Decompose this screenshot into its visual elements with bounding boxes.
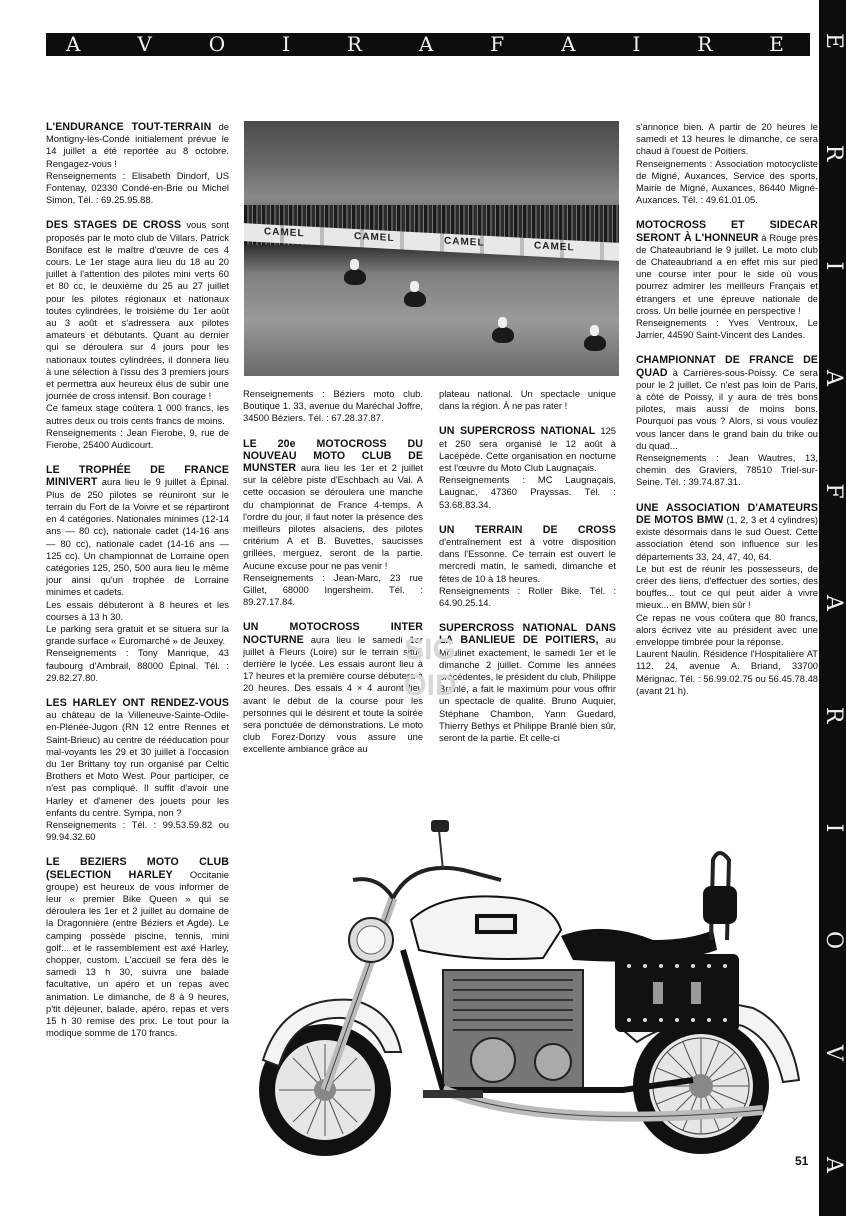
article-info: Renseignements : Roller Bike. Tél. : 64.90.25.14.: [439, 584, 616, 609]
article-info: Renseignements : Béziers moto club. Boutique 1. 33, avenue du Maréchal Joffre, 34500 Béziers. Tél. : 67.28.37.87.: [243, 388, 423, 424]
side-letter: R: [820, 707, 846, 724]
rider: [492, 327, 514, 343]
article-motocross-munster: [243, 438, 423, 609]
banner-letter: R: [697, 33, 713, 56]
article-heading: UN TERRAIN DE CROSS: [439, 523, 616, 536]
article-association-bmw: [636, 502, 818, 697]
article-heading: LE BEZIERS MOTO CLUB (SELECTION HARLEY: [46, 856, 229, 881]
side-strip: [819, 0, 846, 1216]
article-heading: LE 20e MOTOCROSS DU NOUVEAU MOTO CLUB DE MUNSTER: [243, 437, 423, 475]
article-info: Renseignements : Jean Wautres, 13, chemin des Graviers, 78510 Triel-sur-Seine. Tél. : 39.74.87.31.: [636, 452, 818, 488]
rider: [344, 269, 366, 285]
page-number: 51: [795, 1154, 809, 1168]
column-4: [636, 121, 818, 776]
article-info: Renseignements : Tél. : 99.53.59.82 ou 99.94.32.60: [46, 818, 229, 843]
article-poitiers-continued: [636, 121, 818, 206]
column-2: [243, 388, 423, 770]
article-heading: MOTOCROSS ET SIDECAR SERONT À L'HONNEUR: [636, 219, 818, 244]
article-body: aura lieu les 1er et 2 juillet sur la célèbre piste d'Eschbach au Val. A cette occasion se déroulera une manche du championnat de France 4-temps. A l'ordre du jour, il faut noter la présence des meilleurs pilotes alsaciens, des pilotes critérium A et B. Buvettes, saucisses grillées, merguez, seront de la partie. Aucune excuse pour ne pas venir !: [243, 462, 423, 571]
article-motocross-sidecar: [636, 219, 818, 341]
banner-letter: V: [137, 33, 152, 56]
article-beziers-moto-club: [46, 856, 229, 1039]
side-letter: F: [820, 482, 846, 499]
article-heading: DES STAGES DE CROSS: [46, 219, 182, 232]
banner-ad-text: CAMEL: [534, 240, 575, 254]
article-heading: LE TROPHÉE DE FRANCE MINIVERT: [46, 464, 229, 489]
article-info: Renseignements : Yves Ventroux, Le Jarrier, 44590 Saint-Vincent des Landes.: [636, 317, 818, 341]
motorcycle-photo: [243, 790, 819, 1162]
article-body: Le but est de réunir les possesseurs, de créer des liens, d'effectuer des sorties, des bouffes... tout ce qui peut aider à vivre mieux... en BMW, bien sûr !: [636, 562, 818, 611]
article-info: Renseignements : MC Laugnaçais, Laugnac, 47360 Prayssas. Tél. : 53.68.83.34.: [439, 474, 616, 510]
banner-letter: F: [490, 33, 505, 56]
article-body: plateau national. Un spectacle unique dans la région. À ne pas rater !: [439, 388, 616, 412]
article-supercross-national: [439, 425, 616, 510]
banner-ad-text: CAMEL: [444, 235, 485, 249]
side-letter: A: [820, 370, 846, 387]
article-info: Renseignements : Jean-Marc, 23 rue Gillet, 68000 Ingersheim. Tél. : 89.27.17.84.: [243, 571, 423, 608]
watermark-line: SIG: [404, 633, 456, 666]
side-letter: I: [820, 823, 846, 833]
banner-letter: O: [208, 33, 226, 56]
banner-letter: I: [632, 33, 641, 56]
banner-letter: A: [418, 33, 434, 56]
article-heading: LES HARLEY ONT RENDEZ-VOUS: [46, 696, 229, 709]
banner-letter: I: [282, 33, 290, 56]
motocross-photo: [244, 121, 619, 376]
article-body: 125 et 250 sera organisé le 12 août à Lacépède. Cette organisation en nocturne est l'œuvre du Moto Club Laugnaçais.: [439, 425, 616, 474]
article-info: Renseignements : Tony Manrique, 43 faubourg d'Ambrail, 88000 Épinal. Tél. : 29.82.27.80.: [46, 647, 229, 683]
article-supercross-poitiers: [439, 622, 616, 744]
article-body: Les essais débuteront à 8 heures et les courses à 13 h 30.: [46, 598, 229, 622]
rider: [584, 335, 606, 351]
side-letter: R: [820, 145, 846, 162]
article-body: s'annonce bien. A partir de 20 heures le samedi et 13 heures le dimanche, ce sera chaud à l'ouest de Poitiers.: [636, 121, 818, 157]
article-body: à Carrières-sous-Poissy. Ce sera pour le 2 juillet. Ce n'est pas loin de Paris, à côté de Poissy, il y aura de très bons pilotes, mais aussi de moins bons. Pourquoi pas vous ? Alors, si vous voulez vous lancer dans le grand bain du trike ou du quad...: [636, 366, 818, 451]
article-motocross-nocturne: [243, 621, 423, 755]
side-letter: A: [820, 1156, 846, 1173]
article-body: au Moulinet exactement, le samedi 1er et le dimanche 2 juillet. Comme les années précédentes, le président du club, Philippe Branlé, a fait le maximum pour vous offrir un spectacle de qualité. Bruno Auquier, Stéphane Chambon, Yann Guedard, Thierry Bethys et Philippe Branlé bien sûr, seront de la partie. Et celle-ci: [439, 634, 616, 744]
column-3: [439, 388, 616, 770]
banner-letter: R: [346, 33, 362, 56]
article-info: Renseignements : Association motocycliste de Migné, Auxances, Service des sports, Mairie de Migné, Auxances, 86440 Migné-Auxances. Tél. : 49.61.01.05.: [636, 157, 818, 206]
watermark-line: OID: [403, 669, 457, 702]
side-letter: V: [820, 1044, 846, 1061]
article-body: d'entraînement est à votre disposition dans l'Essonne. Ce terrain est ouvert le mercredi matin, le samedi, dimanche et fêtes de 10 à 18 heures.: [439, 536, 616, 584]
article-body: aura lieu le samedi 1er juillet à Fleurs (Loire) sur le terrain situé derrière le lycée. Les essais auront lieu à 17 heures et la première course débutera à 20 heures. Des essais 4 × 4 auront lieu avant le début de la course pour les personnes qui le désirent et toute la soirée sera ponctuée de démonstrations. Le moto club Forez-Donzy vous assure une excellente ambiance grâce au: [243, 633, 423, 755]
article-trophee-minivert: [46, 464, 229, 684]
article-heading: UNE ASSOCIATION D'AMATEURS DE MOTOS BMW: [636, 501, 818, 526]
article-body: Ce fameux stage coûtera 1 000 francs, les autres deux ou trois cents francs de moins.: [46, 402, 229, 426]
article-stages-cross: [46, 219, 229, 451]
side-letter: A: [820, 595, 846, 611]
column-1: [46, 121, 229, 1161]
article-info: Renseignements : Elisabeth Dindorf, US Fontenay, 02330 Condé-en-Brie ou Michel Simon, Tél. : 69.25.95.88.: [46, 169, 229, 206]
section-banner: [46, 33, 810, 56]
side-letter: E: [820, 32, 846, 50]
article-heading: L'ENDURANCE TOUT-TERRAIN: [46, 121, 212, 133]
article-harley-rendez-vous: [46, 697, 229, 843]
banner-letter: A: [66, 33, 81, 56]
motorcycle-illustration: [243, 790, 819, 1162]
article-body: à Rouge près de Chateaubriand le 9 juillet. Le moto club de Chateaubriand a en effet mis sur pied une course inter pour le side où vous pourrez admirer les meilleurs Français et étrangers et une épreuve nationale de cross. Un belle journée en perspective !: [636, 231, 818, 316]
rider: [404, 291, 426, 307]
article-heading: CHAMPIONNAT DE FRANCE DE QUAD: [636, 354, 818, 379]
article-endurance: [46, 121, 229, 206]
article-heading: UN SUPERCROSS NATIONAL: [439, 425, 596, 438]
article-body: Ce repas ne vous coûtera que 80 francs, alors écrivez vite au président avec une enveloppe timbrée pour la réponse.: [636, 611, 818, 647]
banner-letter: A: [561, 33, 576, 56]
article-info: Renseignements : Jean Fierobe, 9, rue de Fierobe, 25400 Audicourt.: [46, 426, 229, 451]
article-terrain-cross: [439, 524, 616, 609]
article-nocturne-continued: [439, 388, 616, 412]
article-championnat-quad: [636, 354, 818, 488]
article-body: Le parking sera gratuit et se situera sur la grande surface « Euromarché » de Jeuxey.: [46, 622, 229, 647]
article-beziers-info: [243, 388, 423, 425]
article-body: au château de la Villeneuve-Sainte-Odile-en-Plénée-Jugon (RN 12 entre Rennes et Saint-Brieuc) au centre de rééducation pour mal-voyants les 29 et 30 juillet à l'occasion du 1er Brittany toy run organisé par Celtic Brothers et Moto West. Pour participer, ce n'est pas compliqué. Il suffit d'avoir une Harley et d'amener des jouets pour les enfants du centre. Sympa, non ?: [46, 709, 229, 818]
article-body: de Montigny-lès-Condé initialement prévue le 14 juillet a été reportée au 8 octobre. Rengagez-vous !: [46, 121, 229, 169]
article-body: Occitanie groupe) est heureux de vous informer de leur « premier Bike Queen » qui se déroulera les 1er et 2 juillet au domaine de la Dragonnière (entre Béziers et Agde). Le camping possède piscine, tennis, mini golf... et le rassemblement est axé Harley, chopper, custom. L'accueil se fera dès le samedi 13 h 30, suivra une balade facultative, un apéro et un repas avec animation. Le dimanche, de 8 à 9 heures, p'tit déjeuner, balade, apéro, repas et vers 15 h 30 remise des prix. Le tout pour la modique somme de 170 francs.: [46, 868, 229, 1039]
banner-ad-text: CAMEL: [264, 226, 305, 240]
side-letter: O: [820, 931, 846, 950]
banner-letter: E: [769, 33, 784, 56]
article-body: vous sont proposés par le moto club de Villars. Patrick Boniface est le maître d'œuvre de ces 4 cours. Le 1er stage aura lieu du 18 au 20 juillet à l'attention des pilotes mini verts 60 et 80 cc, le deuxième du 25 au 27 juillet pour les pilotes régionaux et nationaux toutes cylindrées, le troisième du 1er août au 3 août et s'adressera aux pilotes amateurs et débutants. Quant au dernier qui se déroulera sur 4 jours pour les nationaux toutes cylindrées, il donnera lieu à une sélection à l'issu des 3 premiers jours et permettra aux heureux élus de subir une journée de cross intensif. Bon courage !: [46, 219, 229, 402]
article-heading: SUPERCROSS NATIONAL DANS LA BANLIEUE DE POITIERS,: [439, 622, 616, 647]
article-body: (1, 2, 3 et 4 cylindres) existe désormais dans le sud Ouest. Cette association étend son influence sur les départements 33, 24, 47, 40, 64.: [636, 513, 818, 562]
banner-ad-text: CAMEL: [354, 230, 395, 245]
article-body: aura lieu le 9 juillet à Épinal. Plus de 250 pilotes se réuniront sur le terrain du Fort de la Voivre et se répartiront en 4 catégories. Nationales minimes (12-14 ans — 80 cc), nationale cadet (14-16 ans — 80 cc), nationale cadet (14-16 ans — 125 cc). Un championnat de Lorraine open catégories 125, 250, 500 aura lieu le même jour ainsi qu'un trophée de Lorraine minimes et cadets.: [46, 476, 229, 598]
article-heading: UN MOTOCROSS INTER NOCTURNE: [243, 621, 423, 646]
article-info: Laurent Naulin. Résidence l'Hospitalière AT 112. 24, avenue A. Briand, 33700 Mérignac. Tél. : 56.99.02.75 ou 56.45.78.48 (avant 21 h).: [636, 648, 818, 696]
side-letter: I: [820, 261, 846, 271]
